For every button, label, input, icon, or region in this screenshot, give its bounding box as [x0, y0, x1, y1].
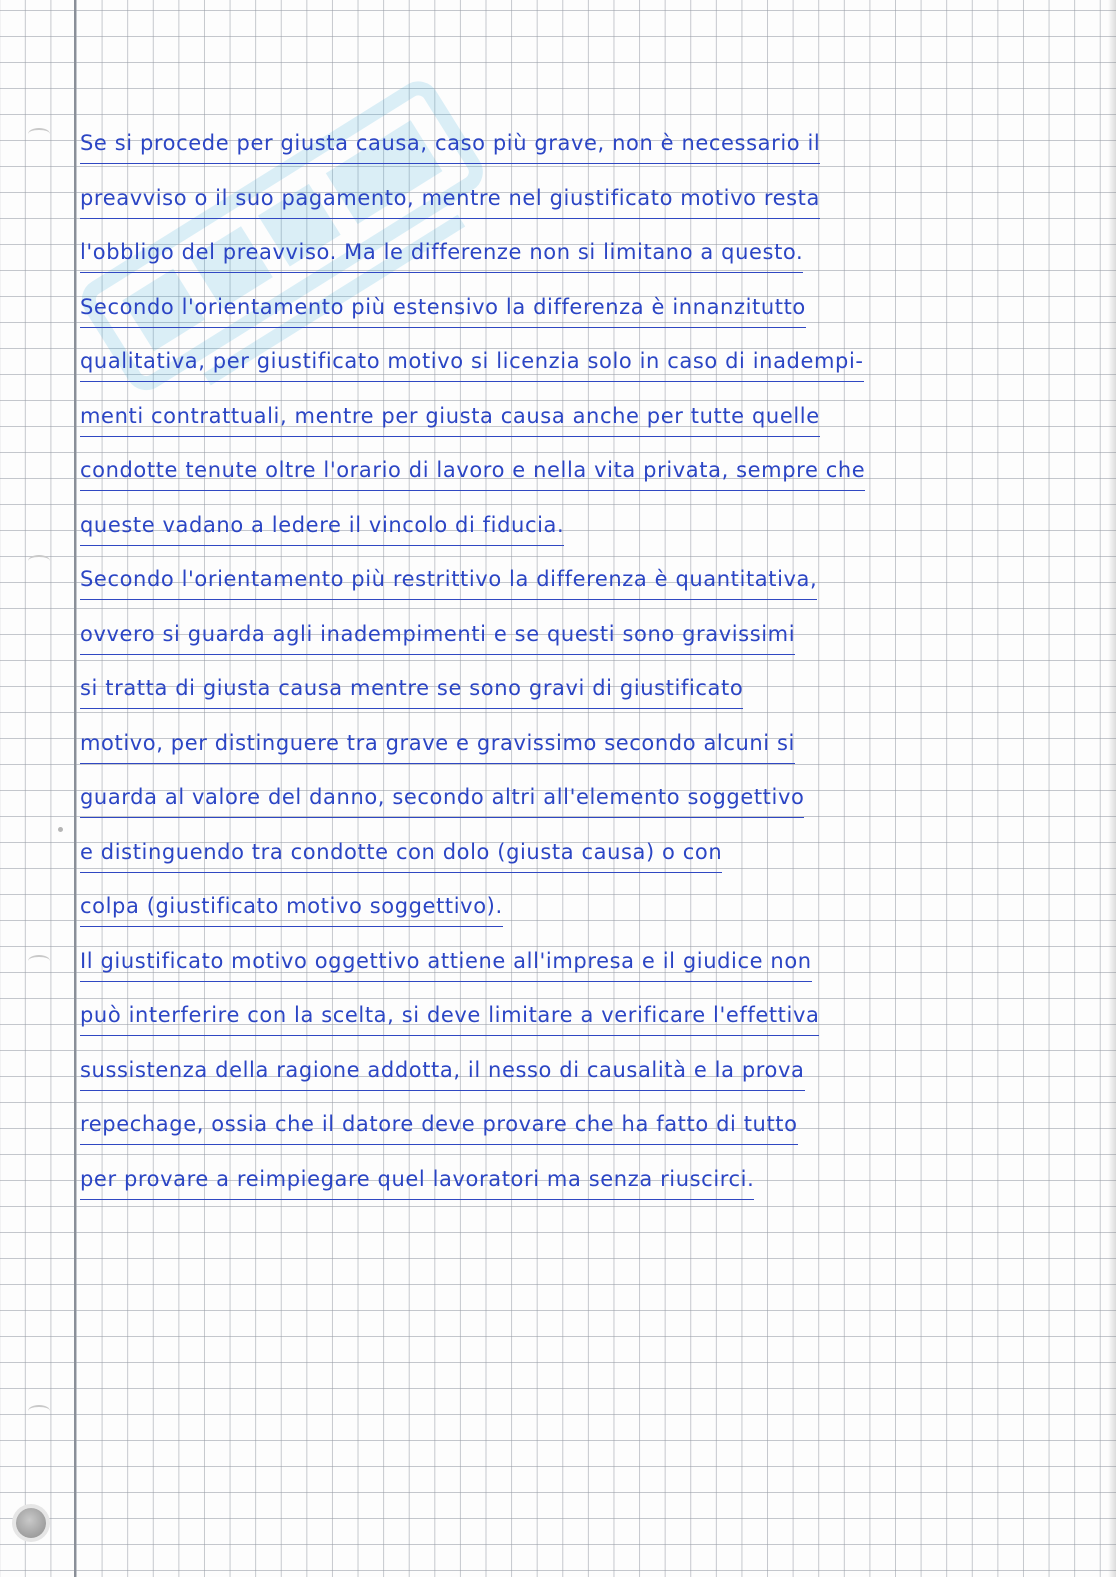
punch-hole-mark — [28, 555, 50, 567]
text-line: guarda al valore del danno, secondo altri all'elemento soggettivo — [80, 774, 1000, 829]
page-edge-shadow — [1108, 0, 1116, 1577]
text-line: Secondo l'orientamento più estensivo la differenza è innanzitutto — [80, 284, 1000, 339]
punch-hole — [16, 1508, 46, 1538]
text-line: colpa (giustificato motivo soggettivo). — [80, 883, 1000, 938]
text-line: preavviso o il suo pagamento, mentre nel giustificato motivo resta — [80, 175, 1000, 230]
punch-hole-mark — [28, 955, 50, 967]
text-line: condotte tenute oltre l'orario di lavoro e nella vita privata, sempre che — [80, 447, 1000, 502]
text-line: si tratta di giusta causa mentre se sono gravi di giustificato — [80, 665, 1000, 720]
text-line: repechage, ossia che il datore deve provare che ha fatto di tutto — [80, 1101, 1000, 1156]
ink-speck — [58, 827, 63, 832]
text-line: per provare a reimpiegare quel lavoratori ma senza riuscirci. — [80, 1156, 1000, 1211]
text-line: motivo, per distinguere tra grave e gravissimo secondo alcuni si — [80, 720, 1000, 775]
text-line: qualitativa, per giustificato motivo si licenzia solo in caso di inadempi- — [80, 338, 1000, 393]
text-line: sussistenza della ragione addotta, il nesso di causalità e la prova — [80, 1047, 1000, 1102]
text-line: Il giustificato motivo oggettivo attiene all'impresa e il giudice non — [80, 938, 1000, 993]
text-line: menti contrattuali, mentre per giusta causa anche per tutte quelle — [80, 393, 1000, 448]
text-line: Se si procede per giusta causa, caso più grave, non è necessario il — [80, 120, 1000, 175]
punch-hole-mark — [28, 1405, 50, 1417]
text-line: queste vadano a ledere il vincolo di fiducia. — [80, 502, 1000, 557]
text-line: e distinguendo tra condotte con dolo (giusta causa) o con — [80, 829, 1000, 884]
text-line: ovvero si guarda agli inadempimenti e se questi sono gravissimi — [80, 611, 1000, 666]
text-line: l'obbligo del preavviso. Ma le differenze non si limitano a questo. — [80, 229, 1000, 284]
handwritten-notes — [80, 120, 1000, 1210]
text-line: può interferire con la scelta, si deve limitare a verificare l'effettiva — [80, 992, 1000, 1047]
text-line: Secondo l'orientamento più restrittivo la differenza è quantitativa, — [80, 556, 1000, 611]
